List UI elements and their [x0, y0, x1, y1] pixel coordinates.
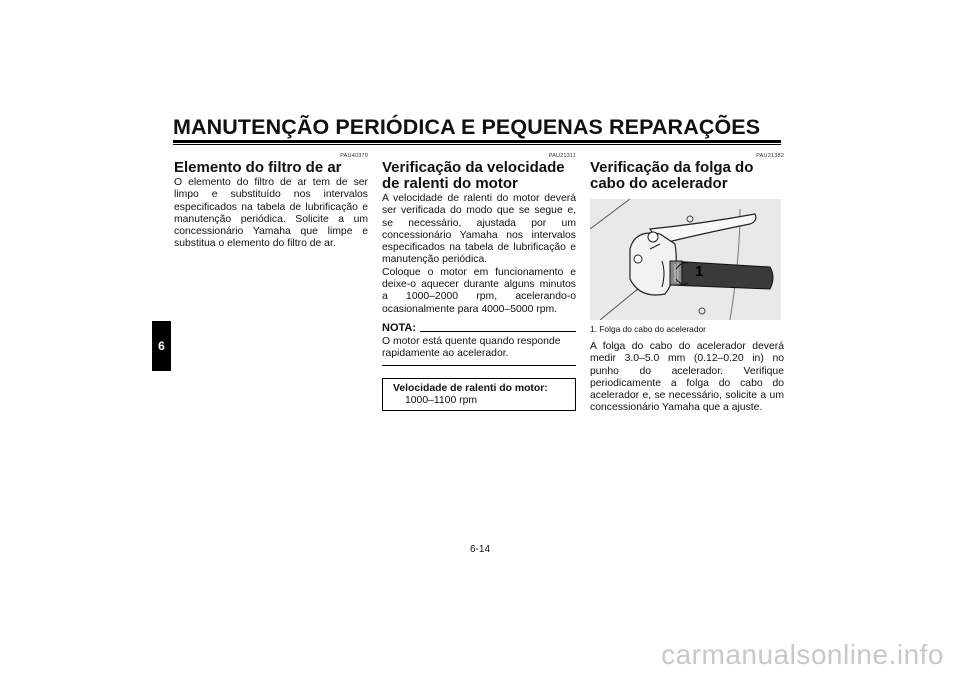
- figure-callout-number: 1: [695, 263, 704, 280]
- note-end-rule: [382, 365, 576, 366]
- spec-value: 1000–1100 rpm: [405, 394, 478, 406]
- section-code: PAU40370: [340, 153, 368, 159]
- figure-caption: 1. Folga do cabo do acelerador: [590, 324, 706, 334]
- watermark-text: carmanualsonline.info: [661, 639, 944, 670]
- page-title: MANUTENÇÃO PERIÓDICA E PEQUENAS REPARAÇÕES: [173, 115, 761, 139]
- title-rule: [173, 140, 781, 145]
- note-header: [382, 322, 576, 334]
- section-heading: Elemento do filtro de ar: [174, 159, 342, 176]
- chapter-tab: 6: [152, 321, 171, 371]
- section-throttle-cable: [590, 152, 784, 415]
- note-label: NOTA:: [382, 321, 417, 334]
- section-paragraph: Coloque o motor em funcionamento e deixe-o aquecer durante alguns minutos a 1000–2000 rpm, acelerando-o ocasionalmente para 4000–5000 rpm.: [382, 266, 576, 315]
- throttle-grip-illustration: [590, 199, 781, 320]
- section-paragraph: A folga do cabo do acelerador deverá medir 3.0–5.0 mm (0.12–0.20 in) no punho do acelerador. Verifique periodicamente a folga do cabo do acelerador e, se necessário, solicite a um concessionário Yamaha que a ajuste.: [590, 341, 784, 414]
- section-paragraph: O elemento do filtro de ar tem de ser limpo e substituído nos intervalos especificados na tabela de lubrificação e manutenção periódica. Solicite a um concessionário Yamaha que limpe e substitua o elemento do filtro de ar.: [174, 177, 368, 250]
- section-idle-speed: [382, 152, 576, 411]
- section-paragraph: A velocidade de ralenti do motor deverá ser verificada do modo que se segue e, se necessário, ajustada por um concessionário Yamaha nos intervalos especificados na tabela de lubrificação e manutenção periódica.: [382, 193, 576, 266]
- page-number: 6-14: [469, 544, 490, 555]
- spec-label: Velocidade de ralenti do motor:: [393, 382, 548, 394]
- section-heading: Verificação da folga do cabo do acelerador: [590, 159, 754, 192]
- note-rule: [420, 331, 576, 332]
- note-text: O motor está quente quando responde rapidamente ao acelerador.: [382, 335, 561, 360]
- section-air-filter: [174, 152, 368, 251]
- spec-box: [382, 378, 576, 411]
- section-heading: Verificação da velocidade de ralenti do motor: [382, 159, 565, 192]
- watermark-band: [0, 638, 960, 678]
- section-code: PAU21382: [756, 153, 784, 159]
- section-code: PAU21311: [548, 153, 576, 159]
- throttle-grip-drawing: [590, 199, 781, 320]
